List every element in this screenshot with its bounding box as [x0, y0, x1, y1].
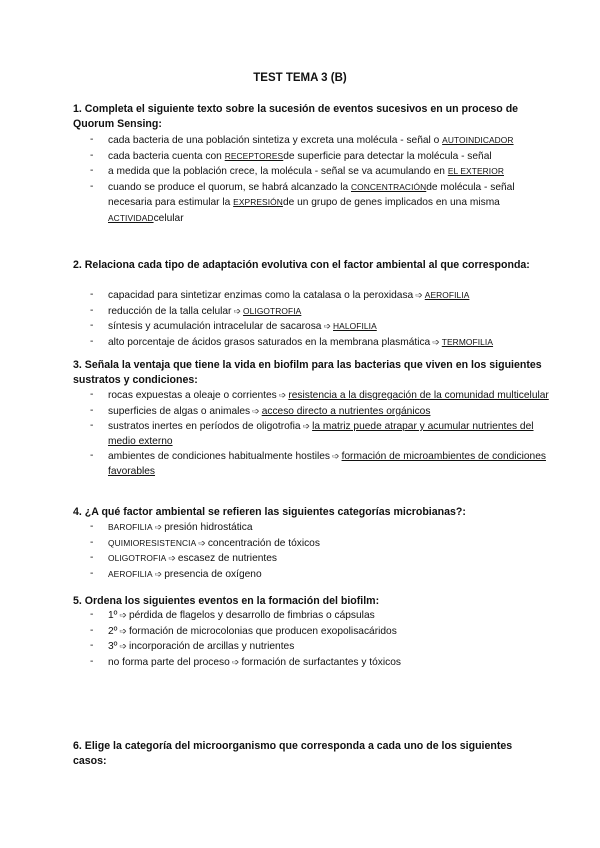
answer-text: pérdida de flagelos y desarrollo de fimbrias o cápsulas	[128, 610, 375, 621]
answer-text: incorporación de arcillas y nutrientes	[128, 641, 295, 653]
arrow-icon: ➩	[154, 522, 163, 532]
list-item	[90, 335, 550, 351]
list-item	[90, 624, 550, 640]
list-item	[90, 180, 550, 227]
answer-text: resistencia a la disgregación de la comunidad multicelular	[288, 390, 549, 401]
category-label: BAROFILIA	[108, 522, 153, 532]
arrow-icon: ➩	[233, 305, 242, 316]
question-1-heading: 1. Completa el siguiente texto sobre la sucesión de eventos sucesivos en un proceso de Quorum Sensing:	[73, 103, 519, 130]
arrow-icon: ➩	[432, 336, 440, 347]
question-1-list	[90, 133, 550, 227]
arrow-icon: ➩	[323, 321, 332, 332]
arrow-icon: ➩	[119, 641, 127, 652]
item-text: de molécula - señal necesaria para estimular la	[108, 181, 515, 209]
answer-text: ACTIVIDAD	[108, 212, 154, 223]
arrow-icon: ➩	[278, 390, 287, 400]
answer-text: formación de microcolonias que producen exopolisacáridos	[128, 625, 397, 637]
question-3-list	[90, 388, 550, 480]
item-text: ambientes de condiciones habitualmente hostiles	[108, 451, 331, 463]
list-item	[90, 551, 550, 567]
page-title: TEST TEMA 3 (B)	[253, 72, 347, 84]
question-6-heading: 6. Elige la categoría del microorganismo que corresponda a cada uno de los siguientes casos:	[73, 740, 513, 767]
arrow-icon: ➩	[154, 568, 163, 579]
list-item	[90, 449, 550, 479]
answer-text: formación de microambientes de condiciones favorables	[108, 451, 546, 477]
answer-text: formación de surfactantes y tóxicos	[241, 656, 401, 668]
list-item	[90, 304, 550, 320]
order-label: 1º	[108, 610, 118, 621]
category-label: QUIMIORESISTENCIA	[108, 537, 197, 548]
answer-text: AEROFILIA	[424, 290, 470, 300]
list-item	[90, 520, 550, 536]
arrow-icon: ➩	[332, 451, 340, 462]
arrow-icon: ➩	[119, 610, 127, 620]
order-label: 2º	[108, 625, 118, 637]
list-item	[90, 164, 550, 180]
item-text: alto porcentaje de ácidos grasos saturados en la membrana plasmática	[108, 336, 431, 348]
arrow-icon: ➩	[415, 290, 423, 300]
answer-text: presencia de oxígeno	[164, 568, 262, 580]
item-text: reducción de la talla celular	[108, 305, 232, 317]
question-5-heading: 5. Ordena los siguientes eventos en la formación del biofilm:	[73, 595, 380, 607]
question-5-list	[90, 608, 550, 670]
answer-text: HALOFILIA	[333, 321, 377, 332]
question-4-list	[90, 520, 550, 582]
item-text: capacidad para sintetizar enzimas como la catalasa o la peroxidasa	[108, 290, 414, 301]
list-item	[90, 608, 550, 624]
item-text: de un grupo de genes implicados en una misma	[282, 197, 500, 209]
answer-text: RECEPTORES	[224, 150, 284, 161]
item-text: síntesis y acumulación intracelular de sacarosa	[108, 321, 322, 333]
answer-text: la matriz puede atrapar y acumular nutrientes del medio externo	[108, 421, 534, 447]
answer-text: EL EXTERIOR	[447, 166, 504, 177]
arrow-icon: ➩	[302, 421, 311, 432]
question-4-heading: 4. ¿A qué factor ambiental se refieren las siguientes categorías microbianas?:	[73, 506, 466, 518]
list-item	[90, 639, 550, 655]
item-text: superficies de algas o animales	[108, 405, 251, 417]
list-item	[90, 319, 550, 335]
list-item	[90, 288, 550, 304]
order-label: no forma parte del proceso	[108, 656, 230, 668]
arrow-icon: ➩	[119, 625, 127, 636]
item-text: a medida que la población crece, la molécula - señal se va acumulando en	[108, 166, 445, 178]
list-item	[90, 419, 550, 449]
question-2-heading: 2. Relaciona cada tipo de adaptación evolutiva con el factor ambiental al que corresponda:	[73, 259, 530, 271]
category-label: OLIGOTROFIA	[108, 553, 167, 564]
category-label: AEROFILIA	[108, 568, 153, 579]
answer-text: AUTOINDICADOR	[442, 135, 514, 145]
answer-text: TERMOFILIA	[441, 336, 494, 347]
answer-text: EXPRESIÓN	[233, 197, 283, 208]
list-item	[90, 149, 550, 165]
list-item	[90, 655, 550, 671]
list-item	[90, 404, 550, 420]
answer-text: escasez de nutrientes	[177, 553, 277, 565]
arrow-icon: ➩	[252, 405, 260, 416]
arrow-icon: ➩	[168, 553, 176, 564]
list-item	[90, 536, 550, 552]
item-text: cada bacteria cuenta con	[108, 150, 222, 162]
item-text: celular	[153, 212, 184, 224]
item-text: cada bacteria de una población sintetiza y excreta una molécula - señal o	[108, 135, 440, 146]
arrow-icon: ➩	[231, 656, 240, 667]
answer-text: OLIGOTROFIA	[243, 305, 302, 316]
item-text: de superficie para detectar la molécula - señal	[283, 150, 492, 162]
question-3-heading: 3. Señala la ventaja que tiene la vida en biofilm para las bacterias que viven en los siguientes sustratos y condiciones:	[73, 359, 542, 386]
list-item	[90, 133, 550, 149]
answer-text: acceso directo a nutrientes orgánicos	[261, 405, 431, 417]
answer-text: presión hidrostática	[164, 522, 253, 533]
arrow-icon: ➩	[198, 537, 206, 548]
item-text: cuando se produce el quorum, se habrá alcanzado la	[108, 181, 349, 193]
list-item	[90, 567, 550, 583]
question-2-list	[90, 288, 550, 350]
answer-text: concentración de tóxicos	[207, 537, 320, 549]
item-text: rocas expuestas a oleaje o corrientes	[108, 390, 277, 401]
answer-text: CONCENTRACIÓN	[350, 181, 427, 192]
list-item	[90, 388, 550, 404]
order-label: 3º	[108, 641, 118, 653]
item-text: sustratos inertes en períodos de oligotrofia	[108, 421, 301, 433]
